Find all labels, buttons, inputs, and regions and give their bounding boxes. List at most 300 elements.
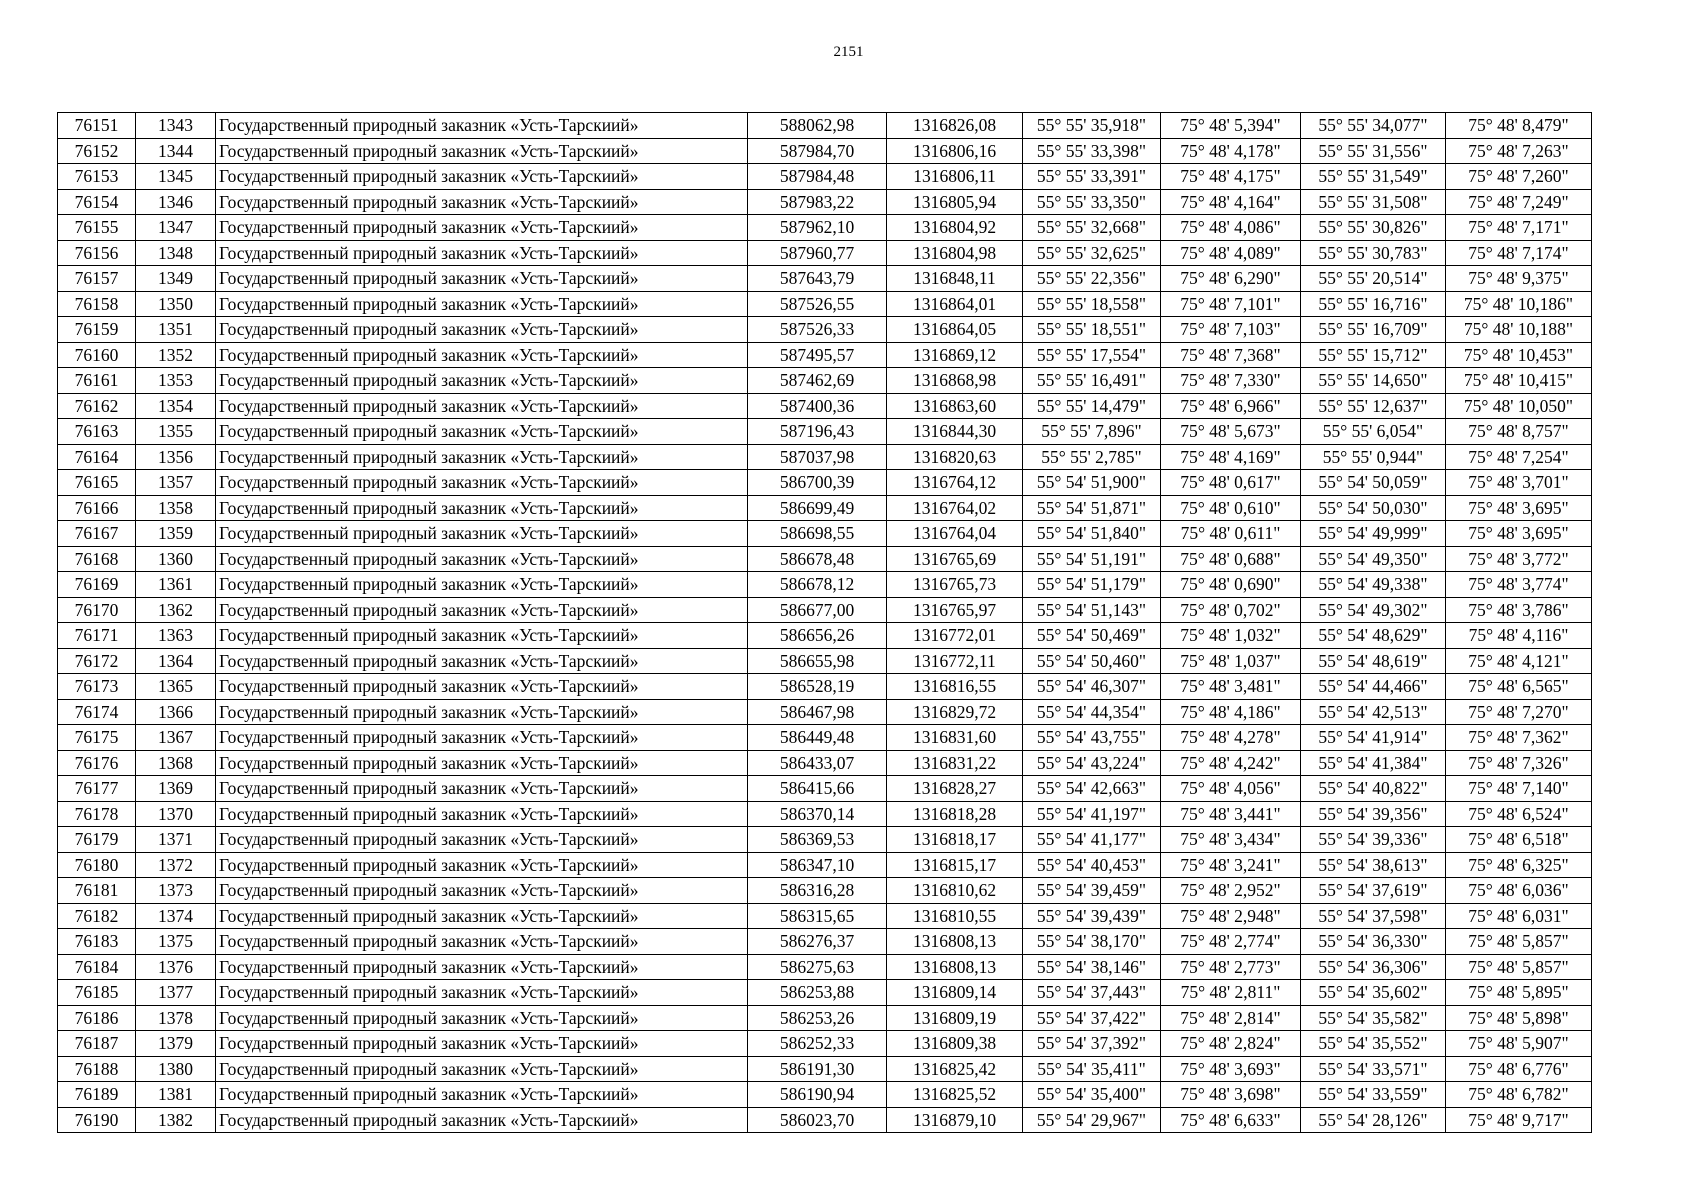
latitude-1-cell: 55° 55' 32,625" — [1023, 240, 1161, 266]
longitude-1-cell: 75° 48' 3,698" — [1161, 1082, 1301, 1108]
point-number-cell: 1373 — [136, 878, 216, 904]
latitude-1-cell: 55° 55' 14,479" — [1023, 393, 1161, 419]
y-coordinate-cell: 1316808,13 — [887, 929, 1023, 955]
x-coordinate-cell: 586369,53 — [748, 827, 887, 853]
longitude-2-cell: 75° 48' 8,479" — [1446, 113, 1592, 139]
longitude-2-cell: 75° 48' 6,776" — [1446, 1056, 1592, 1082]
x-coordinate-cell: 586528,19 — [748, 674, 887, 700]
point-number-cell: 1361 — [136, 572, 216, 598]
object-name-cell: Государственный природный заказник «Усть-Тарскиий» — [216, 1056, 748, 1082]
point-number-cell: 1363 — [136, 623, 216, 649]
x-coordinate-cell: 586276,37 — [748, 929, 887, 955]
object-name-cell: Государственный природный заказник «Усть-Тарскиий» — [216, 980, 748, 1006]
object-name-cell: Государственный природный заказник «Усть-Тарскиий» — [216, 776, 748, 802]
point-number-cell: 1358 — [136, 495, 216, 521]
table-row — [58, 1082, 1592, 1108]
latitude-1-cell: 55° 55' 18,558" — [1023, 291, 1161, 317]
row-number-cell: 76162 — [58, 393, 136, 419]
y-coordinate-cell: 1316825,42 — [887, 1056, 1023, 1082]
latitude-2-cell: 55° 55' 16,709" — [1301, 317, 1446, 343]
row-number-cell: 76186 — [58, 1005, 136, 1031]
longitude-2-cell: 75° 48' 3,774" — [1446, 572, 1592, 598]
point-number-cell: 1360 — [136, 546, 216, 572]
longitude-2-cell: 75° 48' 6,518" — [1446, 827, 1592, 853]
object-name-cell: Государственный природный заказник «Усть-Тарскиий» — [216, 444, 748, 470]
x-coordinate-cell: 586655,98 — [748, 648, 887, 674]
point-number-cell: 1346 — [136, 189, 216, 215]
point-number-cell: 1355 — [136, 419, 216, 445]
table-row — [58, 1005, 1592, 1031]
latitude-2-cell: 55° 54' 49,999" — [1301, 521, 1446, 547]
latitude-1-cell: 55° 54' 39,439" — [1023, 903, 1161, 929]
x-coordinate-cell: 586253,26 — [748, 1005, 887, 1031]
latitude-1-cell: 55° 54' 37,422" — [1023, 1005, 1161, 1031]
latitude-1-cell: 55° 54' 37,392" — [1023, 1031, 1161, 1057]
table-row — [58, 878, 1592, 904]
longitude-1-cell: 75° 48' 2,948" — [1161, 903, 1301, 929]
point-number-cell: 1359 — [136, 521, 216, 547]
table-row — [58, 725, 1592, 751]
longitude-1-cell: 75° 48' 3,241" — [1161, 852, 1301, 878]
point-number-cell: 1370 — [136, 801, 216, 827]
point-number-cell: 1374 — [136, 903, 216, 929]
y-coordinate-cell: 1316816,55 — [887, 674, 1023, 700]
point-number-cell: 1349 — [136, 266, 216, 292]
x-coordinate-cell: 587526,33 — [748, 317, 887, 343]
latitude-1-cell: 55° 54' 50,460" — [1023, 648, 1161, 674]
point-number-cell: 1348 — [136, 240, 216, 266]
row-number-cell: 76163 — [58, 419, 136, 445]
row-number-cell: 76187 — [58, 1031, 136, 1057]
latitude-1-cell: 55° 54' 38,146" — [1023, 954, 1161, 980]
object-name-cell: Государственный природный заказник «Усть-Тарскиий» — [216, 954, 748, 980]
x-coordinate-cell: 586316,28 — [748, 878, 887, 904]
x-coordinate-cell: 588062,98 — [748, 113, 887, 139]
table-row — [58, 546, 1592, 572]
longitude-2-cell: 75° 48' 7,140" — [1446, 776, 1592, 802]
longitude-1-cell: 75° 48' 2,952" — [1161, 878, 1301, 904]
y-coordinate-cell: 1316765,97 — [887, 597, 1023, 623]
latitude-2-cell: 55° 55' 30,826" — [1301, 215, 1446, 241]
latitude-1-cell: 55° 55' 17,554" — [1023, 342, 1161, 368]
x-coordinate-cell: 586698,55 — [748, 521, 887, 547]
latitude-1-cell: 55° 55' 22,356" — [1023, 266, 1161, 292]
latitude-1-cell: 55° 54' 35,411" — [1023, 1056, 1161, 1082]
latitude-1-cell: 55° 54' 42,663" — [1023, 776, 1161, 802]
latitude-2-cell: 55° 54' 49,302" — [1301, 597, 1446, 623]
x-coordinate-cell: 586449,48 — [748, 725, 887, 751]
y-coordinate-cell: 1316848,11 — [887, 266, 1023, 292]
latitude-2-cell: 55° 54' 44,466" — [1301, 674, 1446, 700]
latitude-2-cell: 55° 54' 39,356" — [1301, 801, 1446, 827]
longitude-1-cell: 75° 48' 4,169" — [1161, 444, 1301, 470]
object-name-cell: Государственный природный заказник «Усть-Тарскиий» — [216, 317, 748, 343]
latitude-2-cell: 55° 54' 35,582" — [1301, 1005, 1446, 1031]
longitude-1-cell: 75° 48' 0,690" — [1161, 572, 1301, 598]
latitude-2-cell: 55° 55' 20,514" — [1301, 266, 1446, 292]
row-number-cell: 76179 — [58, 827, 136, 853]
table-row — [58, 164, 1592, 190]
longitude-1-cell: 75° 48' 0,688" — [1161, 546, 1301, 572]
x-coordinate-cell: 586678,12 — [748, 572, 887, 598]
x-coordinate-cell: 587983,22 — [748, 189, 887, 215]
point-number-cell: 1345 — [136, 164, 216, 190]
latitude-2-cell: 55° 54' 38,613" — [1301, 852, 1446, 878]
latitude-2-cell: 55° 54' 39,336" — [1301, 827, 1446, 853]
object-name-cell: Государственный природный заказник «Усть-Тарскиий» — [216, 521, 748, 547]
latitude-2-cell: 55° 54' 50,030" — [1301, 495, 1446, 521]
latitude-2-cell: 55° 54' 35,602" — [1301, 980, 1446, 1006]
x-coordinate-cell: 586347,10 — [748, 852, 887, 878]
y-coordinate-cell: 1316804,98 — [887, 240, 1023, 266]
row-number-cell: 76183 — [58, 929, 136, 955]
longitude-1-cell: 75° 48' 7,330" — [1161, 368, 1301, 394]
table-row — [58, 342, 1592, 368]
latitude-1-cell: 55° 54' 38,170" — [1023, 929, 1161, 955]
longitude-2-cell: 75° 48' 7,171" — [1446, 215, 1592, 241]
longitude-2-cell: 75° 48' 7,260" — [1446, 164, 1592, 190]
row-number-cell: 76157 — [58, 266, 136, 292]
longitude-1-cell: 75° 48' 5,394" — [1161, 113, 1301, 139]
table-row — [58, 317, 1592, 343]
page-number: 2151 — [833, 44, 864, 60]
row-number-cell: 76167 — [58, 521, 136, 547]
object-name-cell: Государственный природный заказник «Усть-Тарскиий» — [216, 572, 748, 598]
row-number-cell: 76184 — [58, 954, 136, 980]
point-number-cell: 1366 — [136, 699, 216, 725]
longitude-2-cell: 75° 48' 8,757" — [1446, 419, 1592, 445]
latitude-1-cell: 55° 54' 50,469" — [1023, 623, 1161, 649]
latitude-2-cell: 55° 55' 30,783" — [1301, 240, 1446, 266]
latitude-2-cell: 55° 54' 49,350" — [1301, 546, 1446, 572]
x-coordinate-cell: 587984,70 — [748, 138, 887, 164]
row-number-cell: 76173 — [58, 674, 136, 700]
latitude-2-cell: 55° 55' 6,054" — [1301, 419, 1446, 445]
latitude-2-cell: 55° 54' 50,059" — [1301, 470, 1446, 496]
object-name-cell: Государственный природный заказник «Усть-Тарскиий» — [216, 113, 748, 139]
row-number-cell: 76175 — [58, 725, 136, 751]
latitude-1-cell: 55° 54' 41,197" — [1023, 801, 1161, 827]
latitude-1-cell: 55° 54' 51,900" — [1023, 470, 1161, 496]
point-number-cell: 1357 — [136, 470, 216, 496]
object-name-cell: Государственный природный заказник «Усть-Тарскиий» — [216, 240, 748, 266]
x-coordinate-cell: 587643,79 — [748, 266, 887, 292]
table-row — [58, 801, 1592, 827]
row-number-cell: 76168 — [58, 546, 136, 572]
object-name-cell: Государственный природный заказник «Усть-Тарскиий» — [216, 1031, 748, 1057]
table-row — [58, 903, 1592, 929]
y-coordinate-cell: 1316831,22 — [887, 750, 1023, 776]
table-row — [58, 674, 1592, 700]
longitude-1-cell: 75° 48' 2,811" — [1161, 980, 1301, 1006]
longitude-1-cell: 75° 48' 4,164" — [1161, 189, 1301, 215]
table-body — [58, 113, 1592, 1133]
point-number-cell: 1354 — [136, 393, 216, 419]
y-coordinate-cell: 1316863,60 — [887, 393, 1023, 419]
y-coordinate-cell: 1316765,73 — [887, 572, 1023, 598]
longitude-1-cell: 75° 48' 0,702" — [1161, 597, 1301, 623]
longitude-2-cell: 75° 48' 3,695" — [1446, 495, 1592, 521]
table-row — [58, 572, 1592, 598]
longitude-1-cell: 75° 48' 4,186" — [1161, 699, 1301, 725]
object-name-cell: Государственный природный заказник «Усть-Тарскиий» — [216, 138, 748, 164]
table-row — [58, 189, 1592, 215]
object-name-cell: Государственный природный заказник «Усть-Тарскиий» — [216, 623, 748, 649]
row-number-cell: 76154 — [58, 189, 136, 215]
longitude-2-cell: 75° 48' 3,772" — [1446, 546, 1592, 572]
latitude-1-cell: 55° 55' 35,918" — [1023, 113, 1161, 139]
point-number-cell: 1352 — [136, 342, 216, 368]
y-coordinate-cell: 1316805,94 — [887, 189, 1023, 215]
longitude-1-cell: 75° 48' 2,774" — [1161, 929, 1301, 955]
point-number-cell: 1367 — [136, 725, 216, 751]
latitude-2-cell: 55° 55' 31,508" — [1301, 189, 1446, 215]
y-coordinate-cell: 1316772,01 — [887, 623, 1023, 649]
longitude-2-cell: 75° 48' 6,036" — [1446, 878, 1592, 904]
longitude-1-cell: 75° 48' 3,693" — [1161, 1056, 1301, 1082]
y-coordinate-cell: 1316806,16 — [887, 138, 1023, 164]
longitude-1-cell: 75° 48' 7,101" — [1161, 291, 1301, 317]
latitude-1-cell: 55° 55' 33,398" — [1023, 138, 1161, 164]
point-number-cell: 1381 — [136, 1082, 216, 1108]
longitude-1-cell: 75° 48' 2,814" — [1161, 1005, 1301, 1031]
point-number-cell: 1351 — [136, 317, 216, 343]
table-row — [58, 929, 1592, 955]
x-coordinate-cell: 587196,43 — [748, 419, 887, 445]
y-coordinate-cell: 1316820,63 — [887, 444, 1023, 470]
y-coordinate-cell: 1316868,98 — [887, 368, 1023, 394]
y-coordinate-cell: 1316806,11 — [887, 164, 1023, 190]
x-coordinate-cell: 586467,98 — [748, 699, 887, 725]
table-row — [58, 699, 1592, 725]
object-name-cell: Государственный природный заказник «Усть-Тарскиий» — [216, 699, 748, 725]
coordinates-table — [57, 112, 1592, 1133]
row-number-cell: 76190 — [58, 1107, 136, 1133]
y-coordinate-cell: 1316864,05 — [887, 317, 1023, 343]
object-name-cell: Государственный природный заказник «Усть-Тарскиий» — [216, 266, 748, 292]
y-coordinate-cell: 1316809,19 — [887, 1005, 1023, 1031]
x-coordinate-cell: 587400,36 — [748, 393, 887, 419]
longitude-1-cell: 75° 48' 6,290" — [1161, 266, 1301, 292]
row-number-cell: 76166 — [58, 495, 136, 521]
row-number-cell: 76180 — [58, 852, 136, 878]
y-coordinate-cell: 1316864,01 — [887, 291, 1023, 317]
y-coordinate-cell: 1316844,30 — [887, 419, 1023, 445]
point-number-cell: 1347 — [136, 215, 216, 241]
object-name-cell: Государственный природный заказник «Усть-Тарскиий» — [216, 827, 748, 853]
x-coordinate-cell: 586253,88 — [748, 980, 887, 1006]
table-row — [58, 852, 1592, 878]
point-number-cell: 1378 — [136, 1005, 216, 1031]
latitude-1-cell: 55° 54' 43,224" — [1023, 750, 1161, 776]
x-coordinate-cell: 587984,48 — [748, 164, 887, 190]
longitude-2-cell: 75° 48' 10,415" — [1446, 368, 1592, 394]
object-name-cell: Государственный природный заказник «Усть-Тарскиий» — [216, 393, 748, 419]
latitude-1-cell: 55° 54' 29,967" — [1023, 1107, 1161, 1133]
latitude-2-cell: 55° 55' 16,716" — [1301, 291, 1446, 317]
table-row — [58, 1107, 1592, 1133]
longitude-2-cell: 75° 48' 7,326" — [1446, 750, 1592, 776]
longitude-1-cell: 75° 48' 4,089" — [1161, 240, 1301, 266]
latitude-1-cell: 55° 54' 51,143" — [1023, 597, 1161, 623]
table-row — [58, 1056, 1592, 1082]
latitude-1-cell: 55° 54' 46,307" — [1023, 674, 1161, 700]
point-number-cell: 1368 — [136, 750, 216, 776]
row-number-cell: 76160 — [58, 342, 136, 368]
object-name-cell: Государственный природный заказник «Усть-Тарскиий» — [216, 470, 748, 496]
longitude-2-cell: 75° 48' 3,786" — [1446, 597, 1592, 623]
x-coordinate-cell: 586699,49 — [748, 495, 887, 521]
longitude-1-cell: 75° 48' 0,611" — [1161, 521, 1301, 547]
object-name-cell: Государственный природный заказник «Усть-Тарскиий» — [216, 164, 748, 190]
table-row — [58, 495, 1592, 521]
row-number-cell: 76158 — [58, 291, 136, 317]
longitude-2-cell: 75° 48' 7,254" — [1446, 444, 1592, 470]
latitude-2-cell: 55° 54' 48,629" — [1301, 623, 1446, 649]
latitude-2-cell: 55° 54' 35,552" — [1301, 1031, 1446, 1057]
y-coordinate-cell: 1316810,62 — [887, 878, 1023, 904]
longitude-2-cell: 75° 48' 6,325" — [1446, 852, 1592, 878]
latitude-1-cell: 55° 54' 39,459" — [1023, 878, 1161, 904]
point-number-cell: 1379 — [136, 1031, 216, 1057]
longitude-1-cell: 75° 48' 5,673" — [1161, 419, 1301, 445]
x-coordinate-cell: 587962,10 — [748, 215, 887, 241]
y-coordinate-cell: 1316869,12 — [887, 342, 1023, 368]
longitude-2-cell: 75° 48' 5,857" — [1446, 954, 1592, 980]
table-row — [58, 980, 1592, 1006]
x-coordinate-cell: 587495,57 — [748, 342, 887, 368]
longitude-1-cell: 75° 48' 2,773" — [1161, 954, 1301, 980]
row-number-cell: 76170 — [58, 597, 136, 623]
x-coordinate-cell: 586678,48 — [748, 546, 887, 572]
object-name-cell: Государственный природный заказник «Усть-Тарскиий» — [216, 903, 748, 929]
longitude-1-cell: 75° 48' 4,278" — [1161, 725, 1301, 751]
object-name-cell: Государственный природный заказник «Усть-Тарскиий» — [216, 546, 748, 572]
row-number-cell: 76152 — [58, 138, 136, 164]
table-row — [58, 954, 1592, 980]
latitude-1-cell: 55° 54' 44,354" — [1023, 699, 1161, 725]
row-number-cell: 76171 — [58, 623, 136, 649]
latitude-1-cell: 55° 54' 35,400" — [1023, 1082, 1161, 1108]
latitude-2-cell: 55° 55' 12,637" — [1301, 393, 1446, 419]
latitude-1-cell: 55° 55' 18,551" — [1023, 317, 1161, 343]
x-coordinate-cell: 586315,65 — [748, 903, 887, 929]
latitude-1-cell: 55° 54' 43,755" — [1023, 725, 1161, 751]
x-coordinate-cell: 586656,26 — [748, 623, 887, 649]
longitude-2-cell: 75° 48' 7,249" — [1446, 189, 1592, 215]
table-row — [58, 750, 1592, 776]
latitude-1-cell: 55° 54' 40,453" — [1023, 852, 1161, 878]
object-name-cell: Государственный природный заказник «Усть-Тарскиий» — [216, 597, 748, 623]
table-row — [58, 470, 1592, 496]
object-name-cell: Государственный природный заказник «Усть-Тарскиий» — [216, 750, 748, 776]
y-coordinate-cell: 1316764,04 — [887, 521, 1023, 547]
longitude-2-cell: 75° 48' 10,186" — [1446, 291, 1592, 317]
table-row — [58, 521, 1592, 547]
latitude-1-cell: 55° 55' 2,785" — [1023, 444, 1161, 470]
point-number-cell: 1377 — [136, 980, 216, 1006]
y-coordinate-cell: 1316765,69 — [887, 546, 1023, 572]
latitude-2-cell: 55° 54' 33,571" — [1301, 1056, 1446, 1082]
y-coordinate-cell: 1316804,92 — [887, 215, 1023, 241]
table-row — [58, 138, 1592, 164]
object-name-cell: Государственный природный заказник «Усть-Тарскиий» — [216, 215, 748, 241]
row-number-cell: 76178 — [58, 801, 136, 827]
row-number-cell: 76177 — [58, 776, 136, 802]
object-name-cell: Государственный природный заказник «Усть-Тарскиий» — [216, 929, 748, 955]
longitude-2-cell: 75° 48' 10,188" — [1446, 317, 1592, 343]
point-number-cell: 1380 — [136, 1056, 216, 1082]
row-number-cell: 76161 — [58, 368, 136, 394]
longitude-2-cell: 75° 48' 10,453" — [1446, 342, 1592, 368]
latitude-2-cell: 55° 54' 36,330" — [1301, 929, 1446, 955]
row-number-cell: 76164 — [58, 444, 136, 470]
longitude-1-cell: 75° 48' 2,824" — [1161, 1031, 1301, 1057]
table-row — [58, 623, 1592, 649]
point-number-cell: 1365 — [136, 674, 216, 700]
table-row — [58, 266, 1592, 292]
latitude-2-cell: 55° 54' 37,598" — [1301, 903, 1446, 929]
row-number-cell: 76182 — [58, 903, 136, 929]
latitude-2-cell: 55° 54' 41,914" — [1301, 725, 1446, 751]
point-number-cell: 1369 — [136, 776, 216, 802]
object-name-cell: Государственный природный заказник «Усть-Тарскиий» — [216, 674, 748, 700]
x-coordinate-cell: 586190,94 — [748, 1082, 887, 1108]
table-row — [58, 240, 1592, 266]
latitude-2-cell: 55° 55' 0,944" — [1301, 444, 1446, 470]
latitude-2-cell: 55° 54' 42,513" — [1301, 699, 1446, 725]
object-name-cell: Государственный природный заказник «Усть-Тарскиий» — [216, 1107, 748, 1133]
longitude-2-cell: 75° 48' 6,524" — [1446, 801, 1592, 827]
table-row — [58, 419, 1592, 445]
longitude-1-cell: 75° 48' 3,441" — [1161, 801, 1301, 827]
longitude-1-cell: 75° 48' 7,368" — [1161, 342, 1301, 368]
table-row — [58, 827, 1592, 853]
longitude-1-cell: 75° 48' 3,481" — [1161, 674, 1301, 700]
longitude-1-cell: 75° 48' 6,633" — [1161, 1107, 1301, 1133]
x-coordinate-cell: 586415,66 — [748, 776, 887, 802]
row-number-cell: 76156 — [58, 240, 136, 266]
latitude-2-cell: 55° 54' 37,619" — [1301, 878, 1446, 904]
longitude-2-cell: 75° 48' 7,362" — [1446, 725, 1592, 751]
row-number-cell: 76155 — [58, 215, 136, 241]
point-number-cell: 1356 — [136, 444, 216, 470]
longitude-2-cell: 75° 48' 7,263" — [1446, 138, 1592, 164]
longitude-1-cell: 75° 48' 0,617" — [1161, 470, 1301, 496]
table-row — [58, 393, 1592, 419]
longitude-2-cell: 75° 48' 6,782" — [1446, 1082, 1592, 1108]
longitude-2-cell: 75° 48' 7,174" — [1446, 240, 1592, 266]
latitude-2-cell: 55° 55' 34,077" — [1301, 113, 1446, 139]
y-coordinate-cell: 1316831,60 — [887, 725, 1023, 751]
x-coordinate-cell: 586370,14 — [748, 801, 887, 827]
x-coordinate-cell: 587526,55 — [748, 291, 887, 317]
table-row — [58, 444, 1592, 470]
object-name-cell: Государственный природный заказник «Усть-Тарскиий» — [216, 342, 748, 368]
longitude-2-cell: 75° 48' 5,898" — [1446, 1005, 1592, 1031]
point-number-cell: 1375 — [136, 929, 216, 955]
longitude-2-cell: 75° 48' 3,695" — [1446, 521, 1592, 547]
point-number-cell: 1376 — [136, 954, 216, 980]
longitude-1-cell: 75° 48' 4,086" — [1161, 215, 1301, 241]
longitude-2-cell: 75° 48' 10,050" — [1446, 393, 1592, 419]
latitude-2-cell: 55° 55' 31,556" — [1301, 138, 1446, 164]
object-name-cell: Государственный природный заказник «Усть-Тарскиий» — [216, 725, 748, 751]
y-coordinate-cell: 1316809,14 — [887, 980, 1023, 1006]
object-name-cell: Государственный природный заказник «Усть-Тарскиий» — [216, 1005, 748, 1031]
longitude-2-cell: 75° 48' 6,565" — [1446, 674, 1592, 700]
longitude-1-cell: 75° 48' 4,056" — [1161, 776, 1301, 802]
